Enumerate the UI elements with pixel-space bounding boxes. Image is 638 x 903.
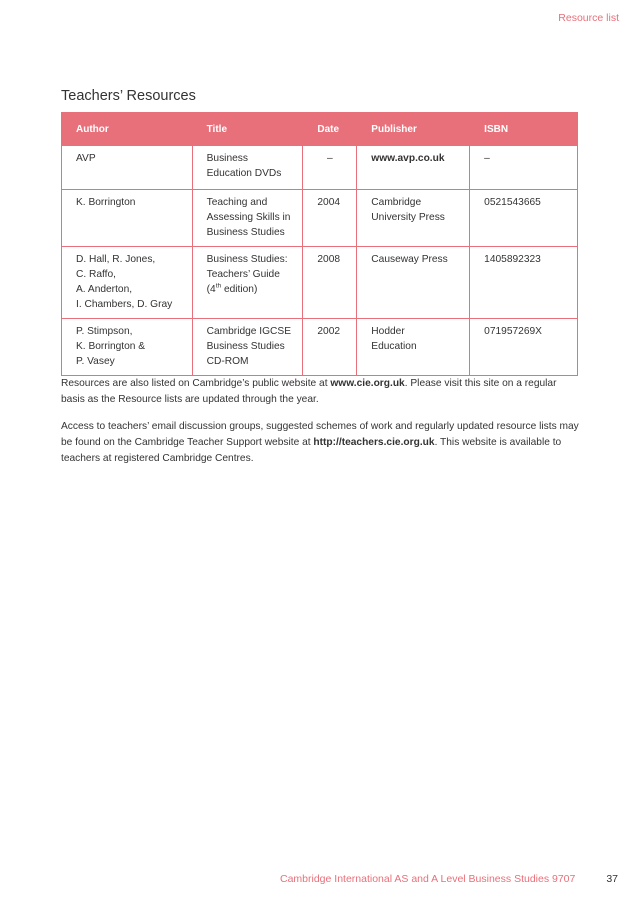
cell-date: – [303,146,357,190]
resources-table [61,112,578,376]
table-row [62,247,578,319]
table-row [62,146,578,190]
column-header-author: Author [62,113,193,146]
cell-date: 2008 [303,247,357,319]
column-header-date: Date [303,113,357,146]
publisher-link[interactable]: www.avp.co.uk [371,153,445,164]
cell-publisher: Cambridge University Press [357,190,470,247]
page-number: 37 [606,873,618,885]
cell-isbn: 071957269X [470,319,578,376]
cell-title: Teaching and Assessing Skills in Business Studies [192,190,303,247]
cell-date: 2004 [303,190,357,247]
cell-publisher [357,146,470,190]
column-header-isbn: ISBN [470,113,578,146]
paragraph-teacher-support: Access to teachers’ email discussion groups, suggested schemes of work and regularly updated resource lists may be found on the Cambridge Teacher Support website at http://teachers.cie.org.uk. This website is available to teachers at registered Cambridge Centres. [61,421,579,464]
cell-isbn: 1405892323 [470,247,578,319]
cell-author: P. Stimpson, K. Borrington & P. Vasey [62,319,193,376]
column-header-publisher: Publisher [357,113,470,146]
table-row [62,190,578,247]
cell-publisher: Hodder Education [357,319,470,376]
cell-title: Business Education DVDs [192,146,303,190]
section-title: Teachers’ Resources [61,88,196,104]
table-header-row [62,113,578,146]
cell-author: D. Hall, R. Jones, C. Raffo, A. Anderton, I. Chambers, D. Gray [62,247,193,319]
cell-author: AVP [62,146,193,190]
cell-publisher: Causeway Press [357,247,470,319]
column-header-title: Title [192,113,303,146]
cell-title: Cambridge IGCSE Business Studies CD-ROM [192,319,303,376]
paragraph-website-info: Resources are also listed on Cambridge’s public website at www.cie.org.uk. Please visit this site on a regular basis as the Resource lists are updated through the year. [61,378,557,405]
website-link[interactable]: www.cie.org.uk [330,378,405,389]
cell-isbn: 0521543665 [470,190,578,247]
cell-date: 2002 [303,319,357,376]
running-header: Resource list [558,12,619,24]
teacher-support-link[interactable]: http://teachers.cie.org.uk [313,437,435,448]
cell-title: Business Studies: Teachers’ Guide (4th edition) [192,247,303,319]
cell-isbn: – [470,146,578,190]
cell-author: K. Borrington [62,190,193,247]
table-row [62,319,578,376]
footer-title: Cambridge International AS and A Level Business Studies 9707 [280,873,576,885]
